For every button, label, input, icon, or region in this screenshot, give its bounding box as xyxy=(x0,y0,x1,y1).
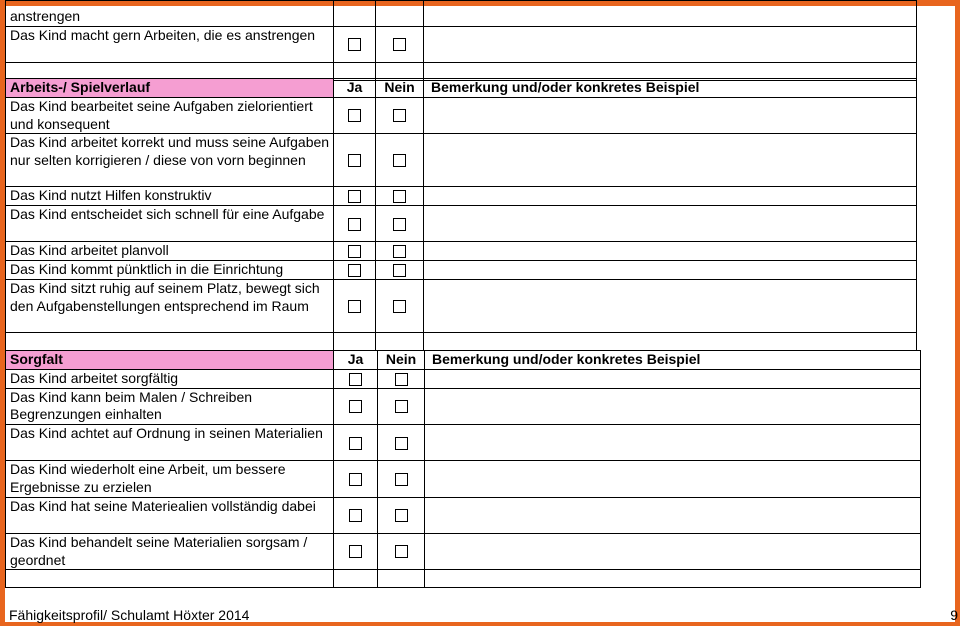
remark-cell[interactable] xyxy=(425,425,921,461)
row-label: Das Kind macht gern Arbeiten, die es anstrengen xyxy=(6,27,334,63)
ja-cell xyxy=(334,461,378,498)
ja-cell xyxy=(334,332,376,350)
table-arbeits-spielverlauf xyxy=(5,78,917,351)
remark-cell[interactable] xyxy=(424,260,917,279)
row-label: Das Kind kommt pünktlich in die Einrichtung xyxy=(6,260,334,279)
remark-cell[interactable] xyxy=(424,332,917,350)
table-row xyxy=(6,260,917,279)
nein-checkbox[interactable] xyxy=(393,218,406,231)
remark-cell[interactable] xyxy=(424,97,917,134)
table-row xyxy=(6,97,917,134)
nein-checkbox[interactable] xyxy=(395,473,408,486)
nein-cell xyxy=(376,206,424,242)
table-row xyxy=(6,533,921,570)
remark-cell[interactable] xyxy=(424,27,917,63)
ja-checkbox[interactable] xyxy=(349,437,362,450)
row-label: Das Kind arbeitet planvoll xyxy=(6,242,334,261)
ja-cell xyxy=(334,425,378,461)
table-row xyxy=(6,206,917,242)
document-page xyxy=(5,6,958,623)
nein-cell xyxy=(378,533,425,570)
nein-checkbox[interactable] xyxy=(395,509,408,522)
nein-cell xyxy=(378,497,425,533)
row-label: Das Kind wiederholt eine Arbeit, um bessere Ergebnisse zu erzielen xyxy=(6,461,334,498)
remark-cell[interactable] xyxy=(425,369,921,388)
ja-cell xyxy=(334,134,376,187)
nein-cell xyxy=(378,425,425,461)
ja-cell xyxy=(334,260,376,279)
nein-checkbox[interactable] xyxy=(393,264,406,277)
remark-cell[interactable] xyxy=(424,279,917,332)
table-sorgfalt xyxy=(5,350,921,588)
ja-cell xyxy=(334,497,378,533)
nein-cell xyxy=(378,369,425,388)
column-header-ja: Ja xyxy=(334,351,378,370)
remark-cell[interactable] xyxy=(425,570,921,588)
nein-cell xyxy=(376,332,424,350)
footer-text: Fähigkeitsprofil/ Schulamt Höxter 2014 xyxy=(9,607,250,623)
row-label: Das Kind arbeitet sorgfältig xyxy=(6,369,334,388)
nein-cell xyxy=(378,388,425,425)
section-title: Arbeits-/ Spielverlauf xyxy=(6,79,334,98)
section-title: Sorgfalt xyxy=(6,351,334,370)
nein-cell xyxy=(376,1,424,27)
remark-cell[interactable] xyxy=(425,497,921,533)
table-row xyxy=(6,369,921,388)
row-label: Das Kind bearbeitet seine Aufgaben zielorientiert und konsequent xyxy=(6,97,334,134)
row-label: Das Kind arbeitet korrekt und muss seine Aufgaben nur selten korrigieren / diese von vorn beginnen xyxy=(6,134,334,187)
nein-cell xyxy=(376,134,424,187)
ja-checkbox[interactable] xyxy=(348,300,361,313)
table-row xyxy=(6,187,917,206)
column-header-remark: Bemerkung und/oder konkretes Beispiel xyxy=(425,351,921,370)
nein-checkbox[interactable] xyxy=(395,373,408,386)
table-row xyxy=(6,425,921,461)
remark-cell[interactable] xyxy=(424,134,917,187)
ja-cell xyxy=(334,279,376,332)
ja-checkbox[interactable] xyxy=(348,264,361,277)
row-label: Das Kind entscheidet sich schnell für eine Aufgabe xyxy=(6,206,334,242)
remark-cell[interactable] xyxy=(424,206,917,242)
row-label: Das Kind nutzt Hilfen konstruktiv xyxy=(6,187,334,206)
ja-cell xyxy=(334,27,376,63)
row-label: Das Kind behandelt seine Materialien sorgsam / geordnet xyxy=(6,533,334,570)
ja-cell xyxy=(334,533,378,570)
nein-checkbox[interactable] xyxy=(393,38,406,51)
table-row xyxy=(6,570,921,588)
row-label: Das Kind kann beim Malen / Schreiben Begrenzungen einhalten xyxy=(6,388,334,425)
nein-cell xyxy=(376,187,424,206)
nein-checkbox[interactable] xyxy=(395,437,408,450)
table-row xyxy=(6,388,921,425)
nein-checkbox[interactable] xyxy=(395,545,408,558)
nein-checkbox[interactable] xyxy=(393,245,406,258)
ja-cell xyxy=(334,388,378,425)
remark-cell[interactable] xyxy=(425,388,921,425)
ja-checkbox[interactable] xyxy=(349,509,362,522)
row-label: anstrengen xyxy=(6,1,334,27)
row-label: Das Kind achtet auf Ordnung in seinen Materialien xyxy=(6,425,334,461)
row-label: Das Kind sitzt ruhig auf seinem Platz, bewegt sich den Aufgabenstellungen entsprechend im Raum xyxy=(6,279,334,332)
nein-cell xyxy=(378,570,425,588)
remark-cell[interactable] xyxy=(424,242,917,261)
ja-checkbox[interactable] xyxy=(348,38,361,51)
ja-checkbox[interactable] xyxy=(349,545,362,558)
table-row xyxy=(6,332,917,350)
table-row xyxy=(6,497,921,533)
ja-checkbox[interactable] xyxy=(349,400,362,413)
ja-checkbox[interactable] xyxy=(348,190,361,203)
row-label xyxy=(6,332,334,350)
nein-checkbox[interactable] xyxy=(393,300,406,313)
nein-cell xyxy=(378,461,425,498)
nein-cell xyxy=(376,260,424,279)
column-header-ja: Ja xyxy=(334,79,376,98)
table-row xyxy=(6,242,917,261)
table-row xyxy=(6,134,917,187)
ja-cell xyxy=(334,242,376,261)
ja-cell xyxy=(334,1,376,27)
table-row xyxy=(6,461,921,498)
row-label: Das Kind hat seine Materiealien vollständig dabei xyxy=(6,497,334,533)
ja-cell xyxy=(334,187,376,206)
column-header-nein: Nein xyxy=(378,351,425,370)
table-row xyxy=(6,279,917,332)
ja-checkbox[interactable] xyxy=(349,473,362,486)
ja-checkbox[interactable] xyxy=(348,109,361,122)
nein-checkbox[interactable] xyxy=(393,190,406,203)
nein-cell xyxy=(376,279,424,332)
ja-checkbox[interactable] xyxy=(349,373,362,386)
table-previous-section xyxy=(5,0,917,81)
page-number: 9 xyxy=(950,607,958,623)
ja-cell xyxy=(334,369,378,388)
ja-checkbox[interactable] xyxy=(348,245,361,258)
table-header-row xyxy=(6,79,917,98)
ja-cell xyxy=(334,97,376,134)
ja-cell xyxy=(334,206,376,242)
remark-cell[interactable] xyxy=(425,533,921,570)
ja-checkbox[interactable] xyxy=(348,218,361,231)
remark-cell[interactable] xyxy=(424,187,917,206)
nein-cell xyxy=(376,242,424,261)
column-header-nein: Nein xyxy=(376,79,424,98)
remark-cell[interactable] xyxy=(425,461,921,498)
table-row xyxy=(6,1,917,27)
column-header-remark: Bemerkung und/oder konkretes Beispiel xyxy=(424,79,917,98)
table-row xyxy=(6,27,917,63)
nein-checkbox[interactable] xyxy=(393,154,406,167)
nein-cell xyxy=(376,27,424,63)
nein-checkbox[interactable] xyxy=(395,400,408,413)
ja-cell xyxy=(334,570,378,588)
nein-checkbox[interactable] xyxy=(393,109,406,122)
ja-checkbox[interactable] xyxy=(348,154,361,167)
nein-cell xyxy=(376,97,424,134)
row-label xyxy=(6,570,334,588)
table-header-row xyxy=(6,351,921,370)
remark-cell[interactable] xyxy=(424,1,917,27)
